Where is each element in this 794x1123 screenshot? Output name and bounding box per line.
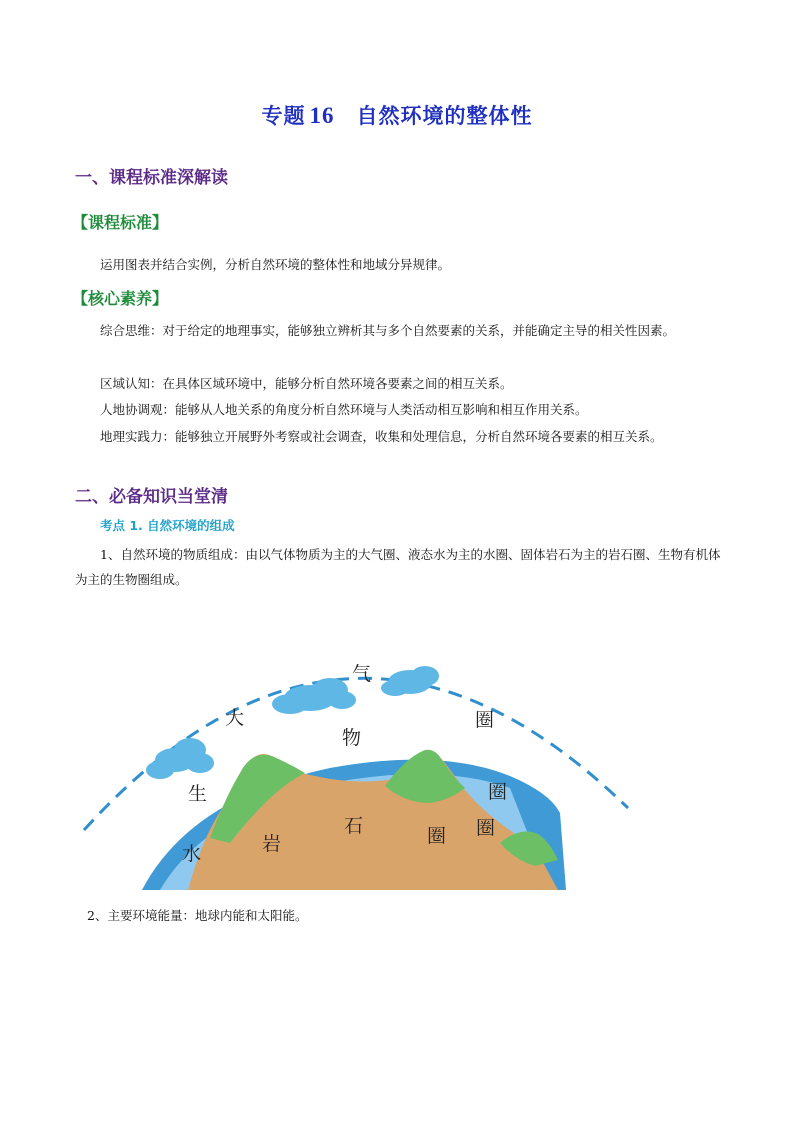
label-quan-bio1: 圈 — [488, 781, 508, 803]
label-wu: 物 — [342, 727, 362, 749]
literacy-item: 地理实践力：能够独立开展野外考察或社会调查，收集和处理信息，分析自然环境各要素的相互关系。 — [100, 429, 663, 444]
label-qi: 气 — [352, 663, 372, 685]
kaodian-heading: 考点 1. 自然环境的组成 — [100, 518, 235, 533]
title-text: 自然环境的整体性 — [356, 103, 533, 128]
label-da: 大 — [225, 707, 245, 729]
literacy-item: 人地协调观：能够从人地关系的角度分析自然环境与人类活动相互影响和相互作用关系。 — [100, 402, 588, 417]
label-quan-atm: 圈 — [475, 709, 495, 731]
section2-heading: 二、必备知识当堂清 — [75, 487, 228, 507]
label-yan: 岩 — [262, 833, 282, 855]
label-quan-rock: 圈 — [427, 825, 447, 847]
literacy-item: 区域认知：在具体区域环境中，能够分析自然环境各要素之间的相互关系。 — [100, 376, 513, 391]
section1-heading: 一、课程标准深解读 — [75, 168, 228, 188]
label-quan-bio2: 圈 — [476, 817, 496, 839]
standard-text: 运用图表并结合实例，分析自然环境的整体性和地域分异规律。 — [100, 257, 451, 272]
point-2: 2、主要环境能量：地球内能和太阳能。 — [87, 908, 308, 923]
title-prefix: 专题 — [261, 103, 306, 128]
literacy-item: 综合思维：对于给定的地理事实，能够独立辨析其与多个自然要素的关系，并能确定主导的相关性因素。 — [100, 323, 676, 338]
title-number: 16 — [309, 103, 335, 128]
earth-spheres-diagram — [80, 598, 640, 898]
label-sheng: 生 — [188, 783, 208, 805]
standard-label: 【课程标准】 — [72, 213, 169, 232]
page-title — [0, 100, 794, 130]
label-shi: 石 — [344, 815, 364, 837]
literacy-label: 【核心素养】 — [72, 289, 169, 308]
cloud-left — [146, 738, 214, 779]
cloud-right — [381, 666, 439, 696]
point-1: 1、自然环境的物质组成：由以气体物质为主的大气圈、液态水为主的水圈、固体岩石为主的岩石圈、生物有机体为主的生物圈组成。 — [75, 547, 721, 587]
label-shui: 水 — [182, 843, 202, 865]
